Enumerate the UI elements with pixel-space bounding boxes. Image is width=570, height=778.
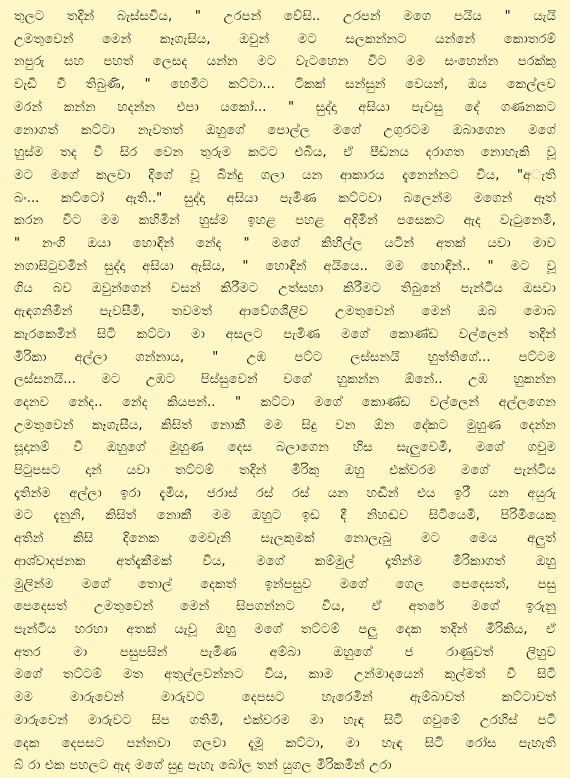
text-line: දෙක දෙපසට පන්නවා ගලවා දැමූ කට්ටා, මා හැඳ සිටි රෝස පැහැති <box>14 735 556 751</box>
text-line: දෑතින්ම අල්ලා ඉරා දැමිය, ජරාස් රස් රස් යන හඬින් එය ඉරී යන අයුරු <box>14 485 556 501</box>
text-line: ආශ්වාදජනක අත්දැකීමක් විය, මගේ කම්මුල් දෑතින්ම මිරිකාගත් ඔහු <box>14 553 556 569</box>
text-line: " නංගි ඔයා හොඳින් නේද " මගේ කිහිල්ල යටින් අතක් යවා මාව <box>14 236 556 252</box>
text-line: කරන විට මම කහිමින් හුස්ම ඉහළ පහළ අදිමින් පසෙකට ඇද වැටුනෙමි, <box>14 213 556 229</box>
text-line: නපුරු සහ පහත් ලෙසද යන්න මට වැටහෙන විට මම සංහෙන්න පරක්කු <box>14 54 556 70</box>
text-line: හුස්ම තද වී සිර වෙන තුරුම කටට එබිය, ඒ පීඩනය දරාගත නොහැකි වූ <box>14 145 556 161</box>
text-line: වැඩි වී තිබුණි, " හෙමිට කට්ටා... ටිකක් සන්සුන් වෙයන්, ඔය කෙල්ලව <box>14 77 556 93</box>
text-line: අතින් කිසි දිනෙක මෙවැනි සැලකුමක් නොලැබු මට මෙය අලුත් <box>14 531 556 547</box>
text-line: ලස්සනයි... මට උඹට පිස්සුවෙන් වගේ හුකන්න ඕනේ.. උඹ හුකන්න <box>14 372 556 388</box>
story-text-block <box>14 6 556 778</box>
text-line: තුලට තදින් බැස්සවිය, " උරපන් වේසි.. උරපන් මගෙ පයිය " යැයි <box>14 9 556 24</box>
text-line: මගේ තට්ටම් මත අතුල්ලවන්නට විය, කාම උන්මාදයෙන් කුල්මත් වී සිටි <box>14 667 556 683</box>
text-line: උමතුවෙන් කෑගැසීය, කිසිත් නොකී මම සිදු වන ඕන දේකට මුහුණ දෙන්න <box>14 417 556 433</box>
text-line: බ් රා එක පහලට ඇද මගේ සුදු පැහැ බෝල තන් යුගල මිරිකමින් උරා <box>14 758 392 774</box>
text-line: මම මාරුවෙන් මාරුවට දෙපසට හැරෙමින් ඇම්බාවත් කට්ටාවත් <box>14 690 556 706</box>
text-line: පැන්ටිය හරහා අතක් යැවූ ඔහු මගේ තට්ටම් පලු දෙක තදින් මිරිකිය, ඒ <box>14 621 556 637</box>
text-line: නගාසිටුවමින් සුද්දා අසියා ඇසිය, " හොඳින් අයියෙ.. මම හොඳින්.. " මට වූ <box>14 258 556 274</box>
text-line: අතර මා පසුපසින් පැමිණ අම්බා ඔහුගේ ජ රාණුවත් ලිහුව <box>14 644 556 660</box>
text-line: ගිය බව ඔවුන්ගෙන් වසන් කිරීමට උත්සහා කිරීමට තිබුනේ පැන්ටිය ඔසවා <box>14 281 556 297</box>
text-line: මට මගේ කලවා දිගේ වූ බින්දු ගලා යන ආකාරය දැනෙන්නට විය, "අැති <box>14 167 556 183</box>
text-line: මාරුවෙන් මාරුවට සිප ගතිමි, එක්වරම මා හැඳ සිටි ගවුමේ උරහිස් පටි <box>14 712 556 728</box>
text-line: දෙනව නේද.. නේද කියපන්.. " කට්ටා මගේ කොණ්ඩ වල්ලෙන් අල්ලගෙන <box>14 394 556 410</box>
text-line: මරන් කන්න හදන්න එපා යකෝ... " සුද්දා අසියා පැවසු දේ ගණනකට <box>14 99 556 115</box>
text-line: සූදානම් වී ඔහුගේ මුහුණ දෙස බලාගෙන හිස සැලුවෙමි, මගේ ගවුම <box>14 440 556 456</box>
text-line: ඇඳගනිමින් පැවසීමි, තවමත් ආවේගශීලිව උමතුවෙන් මෙන් ඔබ මොබ <box>14 304 556 320</box>
text-line: උමතුවෙන් මෙන් කෑගැසිය, ඔවුන් මට සලකන්නට යන්නේ කොතරම් <box>14 31 556 47</box>
text-line: මිරිකා අල්ලා ගන්නාය, " උඹ පට්ට ලස්සනයි හුත්තිගේ... පට්ටම <box>14 349 556 365</box>
text-line: කැරකෙමින් සිටි කට්ටා මා අසලට පැමිණ මගේ කොණ්ඩ වල්ලෙන් තදින් <box>14 326 556 342</box>
text-line: පෙදෙසත් උමතුවෙන් මෙන් සිපගන්නට විය, ඒ අතරේ මගේ ඉරුනු <box>14 599 556 615</box>
text-line: පිටුපසට දාන් යවා තට්ටම් තදින් මිරිකු ඔහු එක්වරම මගේ පැන්ටිය <box>14 463 556 479</box>
text-line: මුලින්ම මගේ තොල් දෙකත් ඉන්පසුව මගේ ගෙල පෙදෙසත්, පසු <box>14 576 556 592</box>
text-line: බං... කට්ටෝ ඇති.." සුද්දා අසියා පැමිණ කට්ටවා බලෙන්ම මගෙන් ඈත් <box>14 190 556 206</box>
text-line: නොගත් කට්ටා නැවතත් ඔහුගේ පොල්ල මගේ උගුරටම ඔබාගෙන මගේ <box>14 122 556 138</box>
text-line: මට දැනුනි, කිසිත් නොකී මම ඔහුට ඉඩ දී නිහඬව සිටියෙමි, පිරිමියෙකු <box>14 508 556 524</box>
